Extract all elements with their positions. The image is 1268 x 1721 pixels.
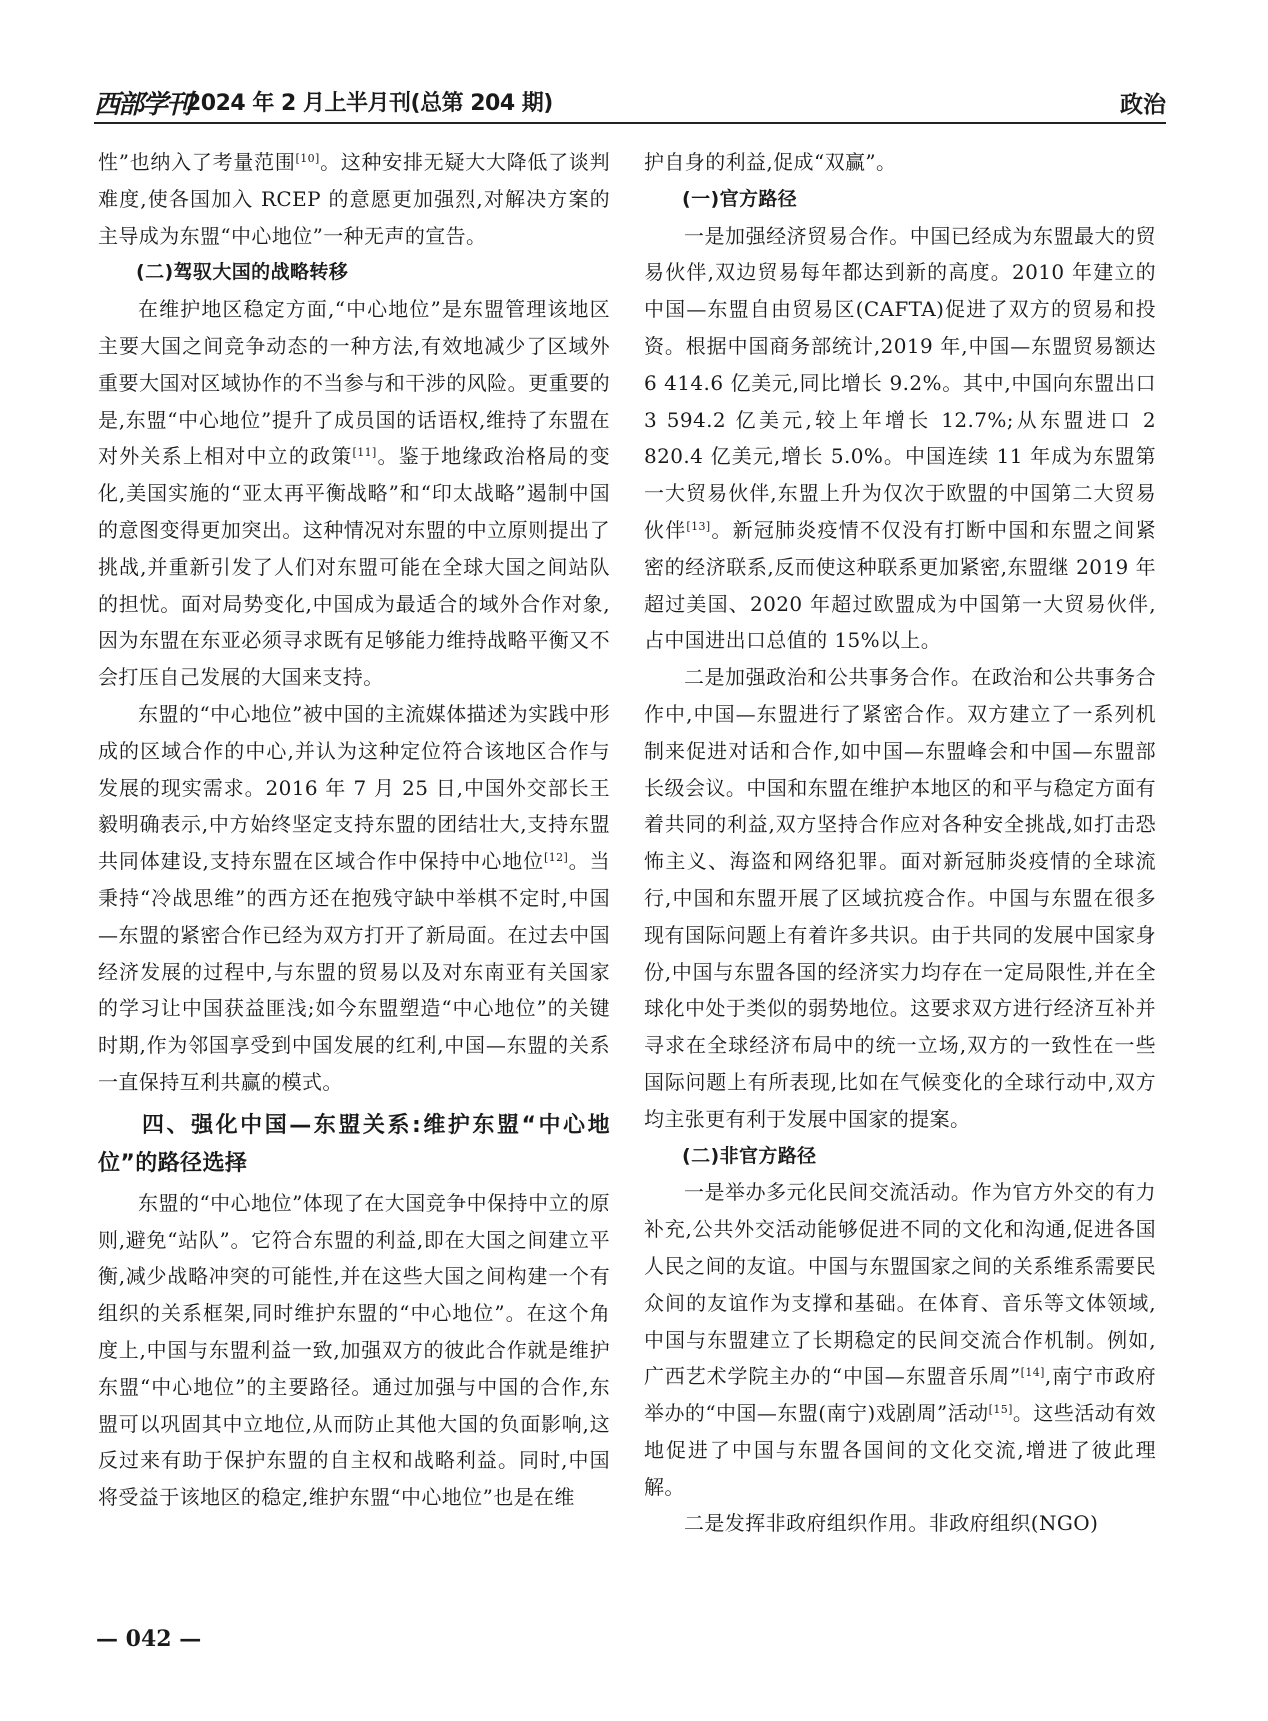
paragraph-text: 在维护地区稳定方面,“中心地位”是东盟管理该地区主要大国之间竞争动态的一种方法,有效地减少了区域外重要大国对区域协作的不当参与和干涉的风险。更重要的是,东盟“中心地位”提升了成员国的话语权,维持了东盟在对外关系上相对中立的政策 xyxy=(98,297,610,469)
citation-ref: [12] xyxy=(544,851,569,865)
paragraph-text: 。当秉持“冷战思维”的西方还在抱残守缺中举棋不定时,中国—东盟的紧密合作已经为双方打开了新局面。在过去中国经济发展的过程中,与东盟的贸易以及对东南亚有关国家的学习让中国获益匪浅;如今东盟塑造“中心地位”的关键时期,作为邻国享受到中国发展的红利,中国—东盟的关系一直保持互利共赢的模式。 xyxy=(98,849,610,1094)
page-header xyxy=(94,82,1166,122)
paragraph-text: 护自身的利益,促成“双赢”。 xyxy=(644,150,897,174)
paragraph-text: (二)驾驭大国的战略转移 xyxy=(136,261,349,284)
subsection-heading xyxy=(98,254,610,291)
paragraph-text: 。这些活动有效地促进了中国与东盟各国间的文化交流,增进了彼此理解。 xyxy=(644,1401,1156,1499)
paragraph-text: (二)非官方路径 xyxy=(682,1144,817,1167)
paragraph xyxy=(98,696,610,1101)
left-column xyxy=(98,144,610,1516)
paragraph-text: 。鉴于地缘政治格局的变化,美国实施的“亚太再平衡战略”和“印太战略”遏制中国的意图变得更加突出。这种情况对东盟的中立原则提出了挑战,并重新引发了人们对东盟可能在全球大国之间站队的担忧。面对局势变化,中国成为最适合的域外合作对象,因为东盟在东亚必须寻求既有足够能力维持战略平衡又不会打压自己发展的大国来支持。 xyxy=(98,444,610,690)
section-heading xyxy=(98,1107,610,1183)
paragraph xyxy=(644,1505,1156,1542)
paragraph xyxy=(644,144,1156,181)
page-number: — 042 — xyxy=(96,1626,202,1652)
paragraph-text: 四、强化中国—东盟关系:维护东盟“中心地位”的路径选择 xyxy=(98,1112,610,1176)
citation-ref: [11] xyxy=(352,446,377,460)
paragraph xyxy=(98,291,610,696)
paragraph-text: 一是举办多元化民间交流活动。作为官方外交的有力补充,公共外交活动能够促进不同的文化和沟通,促进各国人民之间的友谊。中国与东盟国家之间的关系维系需要民众间的友谊作为支撑和基础。在体育、音乐等文体领域,中国与东盟建立了长期稳定的民间交流合作机制。例如,广西艺术学院主办的“中国—东盟音乐周” xyxy=(644,1180,1156,1389)
paragraph xyxy=(644,1174,1156,1505)
journal-logo: 西部学刊 xyxy=(94,90,191,120)
citation-ref: [14] xyxy=(1020,1366,1045,1380)
paragraph-text: 二是发挥非政府组织作用。非政府组织(NGO) xyxy=(684,1511,1099,1536)
citation-ref: [15] xyxy=(988,1403,1013,1417)
paragraph-text: ,南宁市政府举办的“中国—东盟(南宁)戏剧周”活动 xyxy=(644,1364,1156,1426)
issue-info: 2024 年 2 月上半月刊(总第 204 期) xyxy=(186,91,553,116)
citation-ref: [13] xyxy=(686,519,711,533)
paragraph xyxy=(98,144,610,254)
paragraph-text: 二是加强政治和公共事务合作。在政治和公共事务合作中,中国—东盟进行了紧密合作。双方建立了一系列机制来促进对话和合作,如中国—东盟峰会和中国—东盟部长级会议。中国和东盟在维护本地区的和平与稳定方面有着共同的利益,双方坚持合作应对各种安全挑战,如打击恐怖主义、海盗和网络犯罪。面对新冠肺炎疫情的全球流行,中国和东盟开展了区域抗疫合作。中国与东盟在很多现有国际问题上有着许多共识。由于共同的发展中国家身份,中国与东盟各国的经济实力均存在一定局限性,并在全球化中处于类似的弱势地位。这要求双方进行经济互补并寻求在全球经济布局中的统一立场,双方的一致性在一些国际问题上有所表现,比如在气候变化的全球行动中,双方均主张更有利于发展中国家的提案。 xyxy=(644,665,1156,1131)
paragraph-text: 东盟的“中心地位”体现了在大国竞争中保持中立的原则,避免“站队”。它符合东盟的利益,即在大国之间建立平衡,减少战略冲突的可能性,并在这些大国之间构建一个有组织的关系框架,同时维护东盟的“中心地位”。在这个角度上,中国与东盟利益一致,加强双方的彼此合作就是维护东盟“中心地位”的主要路径。通过加强与中国的合作,东盟可以巩固其中立地位,从而防止其他大国的负面影响,这反过来有助于保护东盟的自主权和战略利益。同时,中国将受益于该地区的稳定,维护东盟“中心地位”也是在维 xyxy=(98,1190,610,1510)
citation-ref: [10] xyxy=(295,152,320,165)
paragraph-text: 东盟的“中心地位”被中国的主流媒体描述为实践中形成的区域合作的中心,并认为这种定位符合该地区合作与发展的现实需求。2016 年 7 月 25 日,中国外交部长王毅明确表示,中方始终坚定支持东盟的团结壮大,支持东盟共同体建设,支持东盟在区域合作中保持中心地位 xyxy=(98,701,610,874)
header-rule xyxy=(94,122,1166,124)
paragraph xyxy=(644,218,1156,660)
paragraph-text: 性”也纳入了考量范围 xyxy=(98,150,296,174)
subsection-heading xyxy=(644,1138,1156,1175)
paragraph-text: 。这种安排无疑大大降低了谈判难度,使各国加入 RCEP 的意愿更加强烈,对解决方案的主导成为东盟“中心地位”一种无声的宣告。 xyxy=(98,150,610,248)
paragraph-text: 。新冠肺炎疫情不仅没有打断中国和东盟之间紧密的经济联系,反而使这种联系更加紧密,东盟继 2019 年超过美国、2020 年超过欧盟成为中国第一大贸易伙伴,占中国进出口总值的 15%以上。 xyxy=(644,517,1156,653)
paragraph-text: 一是加强经济贸易合作。中国已经成为东盟最大的贸易伙伴,双边贸易每年都达到新的高度。2010 年建立的中国—东盟自由贸易区(CAFTA)促进了双方的贸易和投资。根据中国商务部统计,2019 年,中国—东盟贸易额达 6 414.6 亿美元,同比增长 9.2%。其中,中国向东盟出口 3 594.2 亿美元,较上年增长 12.7%;从东盟进口 2 820.4 亿美元,增长 5.0%。中国连续 11 年成为东盟第一大贸易伙伴,东盟上升为仅次于欧盟的中国第二大贸易伙伴 xyxy=(644,223,1156,542)
right-column xyxy=(644,144,1156,1542)
paragraph xyxy=(644,659,1156,1137)
paragraph-text: (一)官方路径 xyxy=(682,187,798,210)
section-label: 政治 xyxy=(1120,92,1166,118)
paragraph xyxy=(98,1185,610,1516)
subsection-heading xyxy=(644,181,1156,218)
